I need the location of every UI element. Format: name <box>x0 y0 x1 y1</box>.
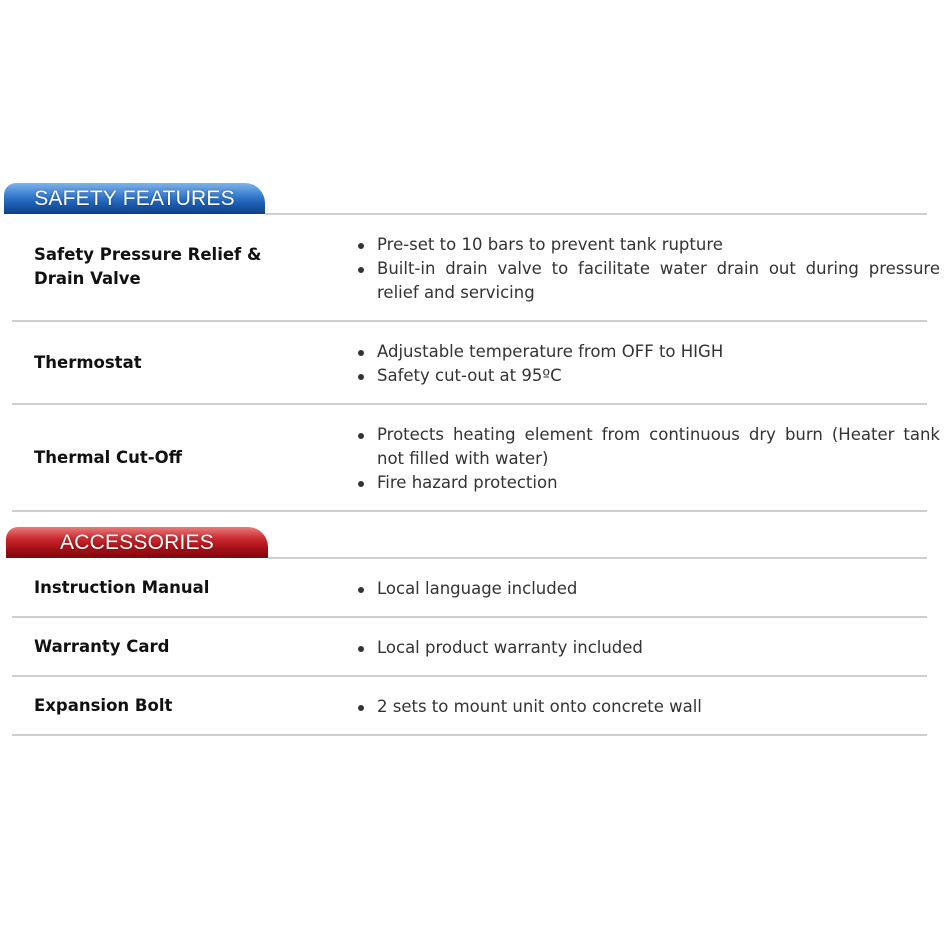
feature-label: Thermostat <box>34 353 142 372</box>
divider <box>12 403 927 405</box>
accessory-label: Warranty Card <box>34 637 170 656</box>
bullet-item: Pre-set to 10 bars to prevent tank rupture <box>355 233 940 257</box>
safety-features-header: SAFETY FEATURES <box>4 183 265 214</box>
divider <box>12 675 927 677</box>
feature-bullets <box>355 423 940 495</box>
accessory-label: Instruction Manual <box>34 578 210 597</box>
feature-label: Safety Pressure Relief & Drain Valve <box>34 245 262 288</box>
accessory-bullets <box>355 636 940 660</box>
bullet-item: Adjustable temperature from OFF to HIGH <box>355 340 940 364</box>
divider <box>12 616 927 618</box>
divider <box>12 734 927 736</box>
feature-bullets <box>355 340 940 388</box>
bullet-item: Built-in drain valve to facilitate water drain out during pressure relief and servicing <box>355 257 940 305</box>
divider <box>268 557 927 559</box>
bullet-item: Local product warranty included <box>355 636 940 660</box>
accessories-header: ACCESSORIES <box>6 527 268 558</box>
bullet-item: Fire hazard protection <box>355 471 940 495</box>
divider <box>265 213 927 215</box>
feature-bullets <box>355 233 940 305</box>
bullet-item: Safety cut-out at 95ºC <box>355 364 940 388</box>
divider <box>12 510 927 512</box>
accessory-bullets <box>355 577 940 601</box>
feature-label: Thermal Cut-Off <box>34 448 183 467</box>
accessory-bullets <box>355 695 940 719</box>
accessory-label: Expansion Bolt <box>34 696 173 715</box>
divider <box>12 320 927 322</box>
bullet-item: Local language included <box>355 577 940 601</box>
bullet-item: 2 sets to mount unit onto concrete wall <box>355 695 940 719</box>
bullet-item: Protects heating element from continuous dry burn (Heater tank not filled with water) <box>355 423 940 471</box>
